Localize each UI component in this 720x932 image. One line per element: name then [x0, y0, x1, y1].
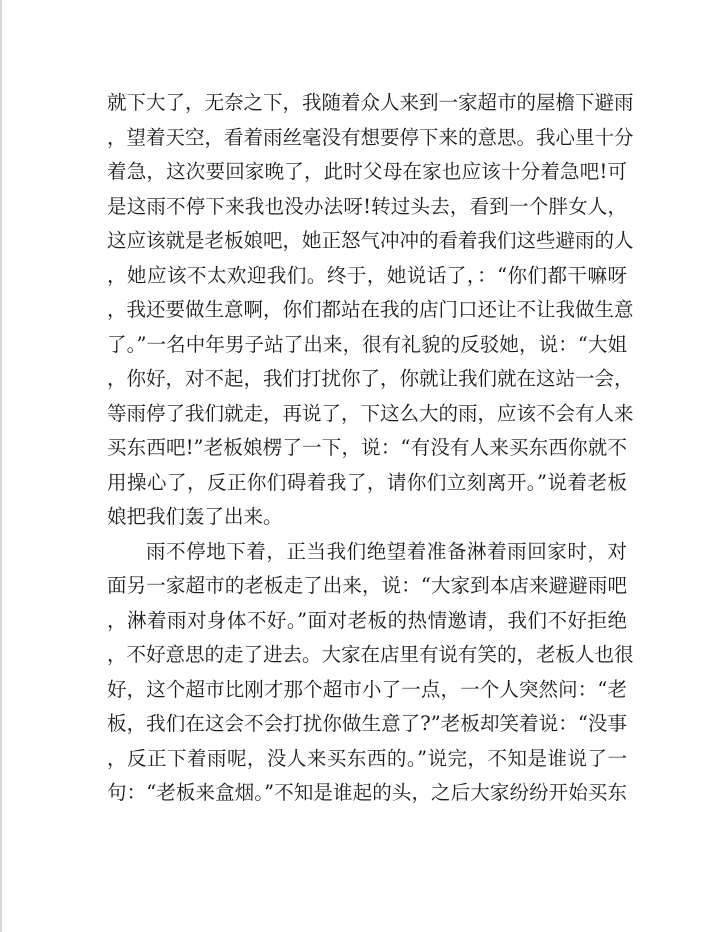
page-edge-divider — [0, 0, 2, 932]
text-line: ，淋着雨对身体不好。”面对老板的热情邀请，我们不好拒绝 — [107, 608, 627, 632]
text-line: 等雨停了我们就走，再说了，下这么大的雨，应该不会有人来 — [107, 401, 634, 425]
body-text — [107, 86, 634, 811]
paragraph-first-line: 雨不停地下着，正当我们绝望着准备淋着雨回家时，对 — [146, 539, 627, 563]
text-line: ，你好，对不起，我们打扰你了，你就让我们就在这站一会， — [107, 367, 634, 390]
text-line: 这应该就是老板娘吧，她正怒气冲冲的看着我们这些避雨的人 — [107, 229, 634, 252]
text-line: 就下大了，无奈之下，我随着众人来到一家超市的屋檐下避雨 — [107, 91, 634, 114]
text-line: ，望着天空，看着雨丝毫没有想要停下来的意思。我心里十分 — [107, 125, 634, 149]
text-line: ，她应该不太欢迎我们。终于，她说话了，：“你们都干嘛呀 — [107, 263, 627, 287]
text-line: 了。”一名中年男子站了出来，很有礼貌的反驳她，说：“大姐 — [107, 332, 627, 356]
text-line: ，不好意思的走了进去。大家在店里有说有笑的，老板人也很 — [107, 643, 634, 666]
paragraph-end-line: 娘把我们轰了出来。 — [107, 505, 283, 528]
text-line: 买东西吧!”老板娘楞了一下，说：“有没有人来买东西你就不 — [107, 436, 627, 459]
text-line: 是这雨不停下来我也没办法呀!转过头去，看到一个胖女人， — [107, 194, 627, 218]
text-line: 面另一家超市的老板走了出来，说：“大家到本店来避避雨吧 — [107, 574, 627, 597]
text-line: 好，这个超市比刚才那个超市小了一点，一个人突然问：“老 — [107, 677, 627, 701]
text-line: ，我还要做生意啊，你们都站在我的店门口还让不让我做生意 — [107, 298, 634, 321]
text-line: 着急，这次要回家晚了，此时父母在家也应该十分着急吧!可 — [107, 160, 627, 183]
text-line: 板，我们在这会不会打扰你做生意了?”老板却笑着说：“没事 — [107, 712, 627, 735]
text-line: 用操心了，反正你们碍着我了，请你们立刻离开。”说着老板 — [107, 470, 627, 494]
text-line: 句：“老板来盒烟。”不知是谁起的头，之后大家纷纷开始买东 — [107, 781, 627, 804]
text-line: ，反正下着雨呢，没人来买东西的。”说完，不知是谁说了一 — [107, 746, 627, 770]
